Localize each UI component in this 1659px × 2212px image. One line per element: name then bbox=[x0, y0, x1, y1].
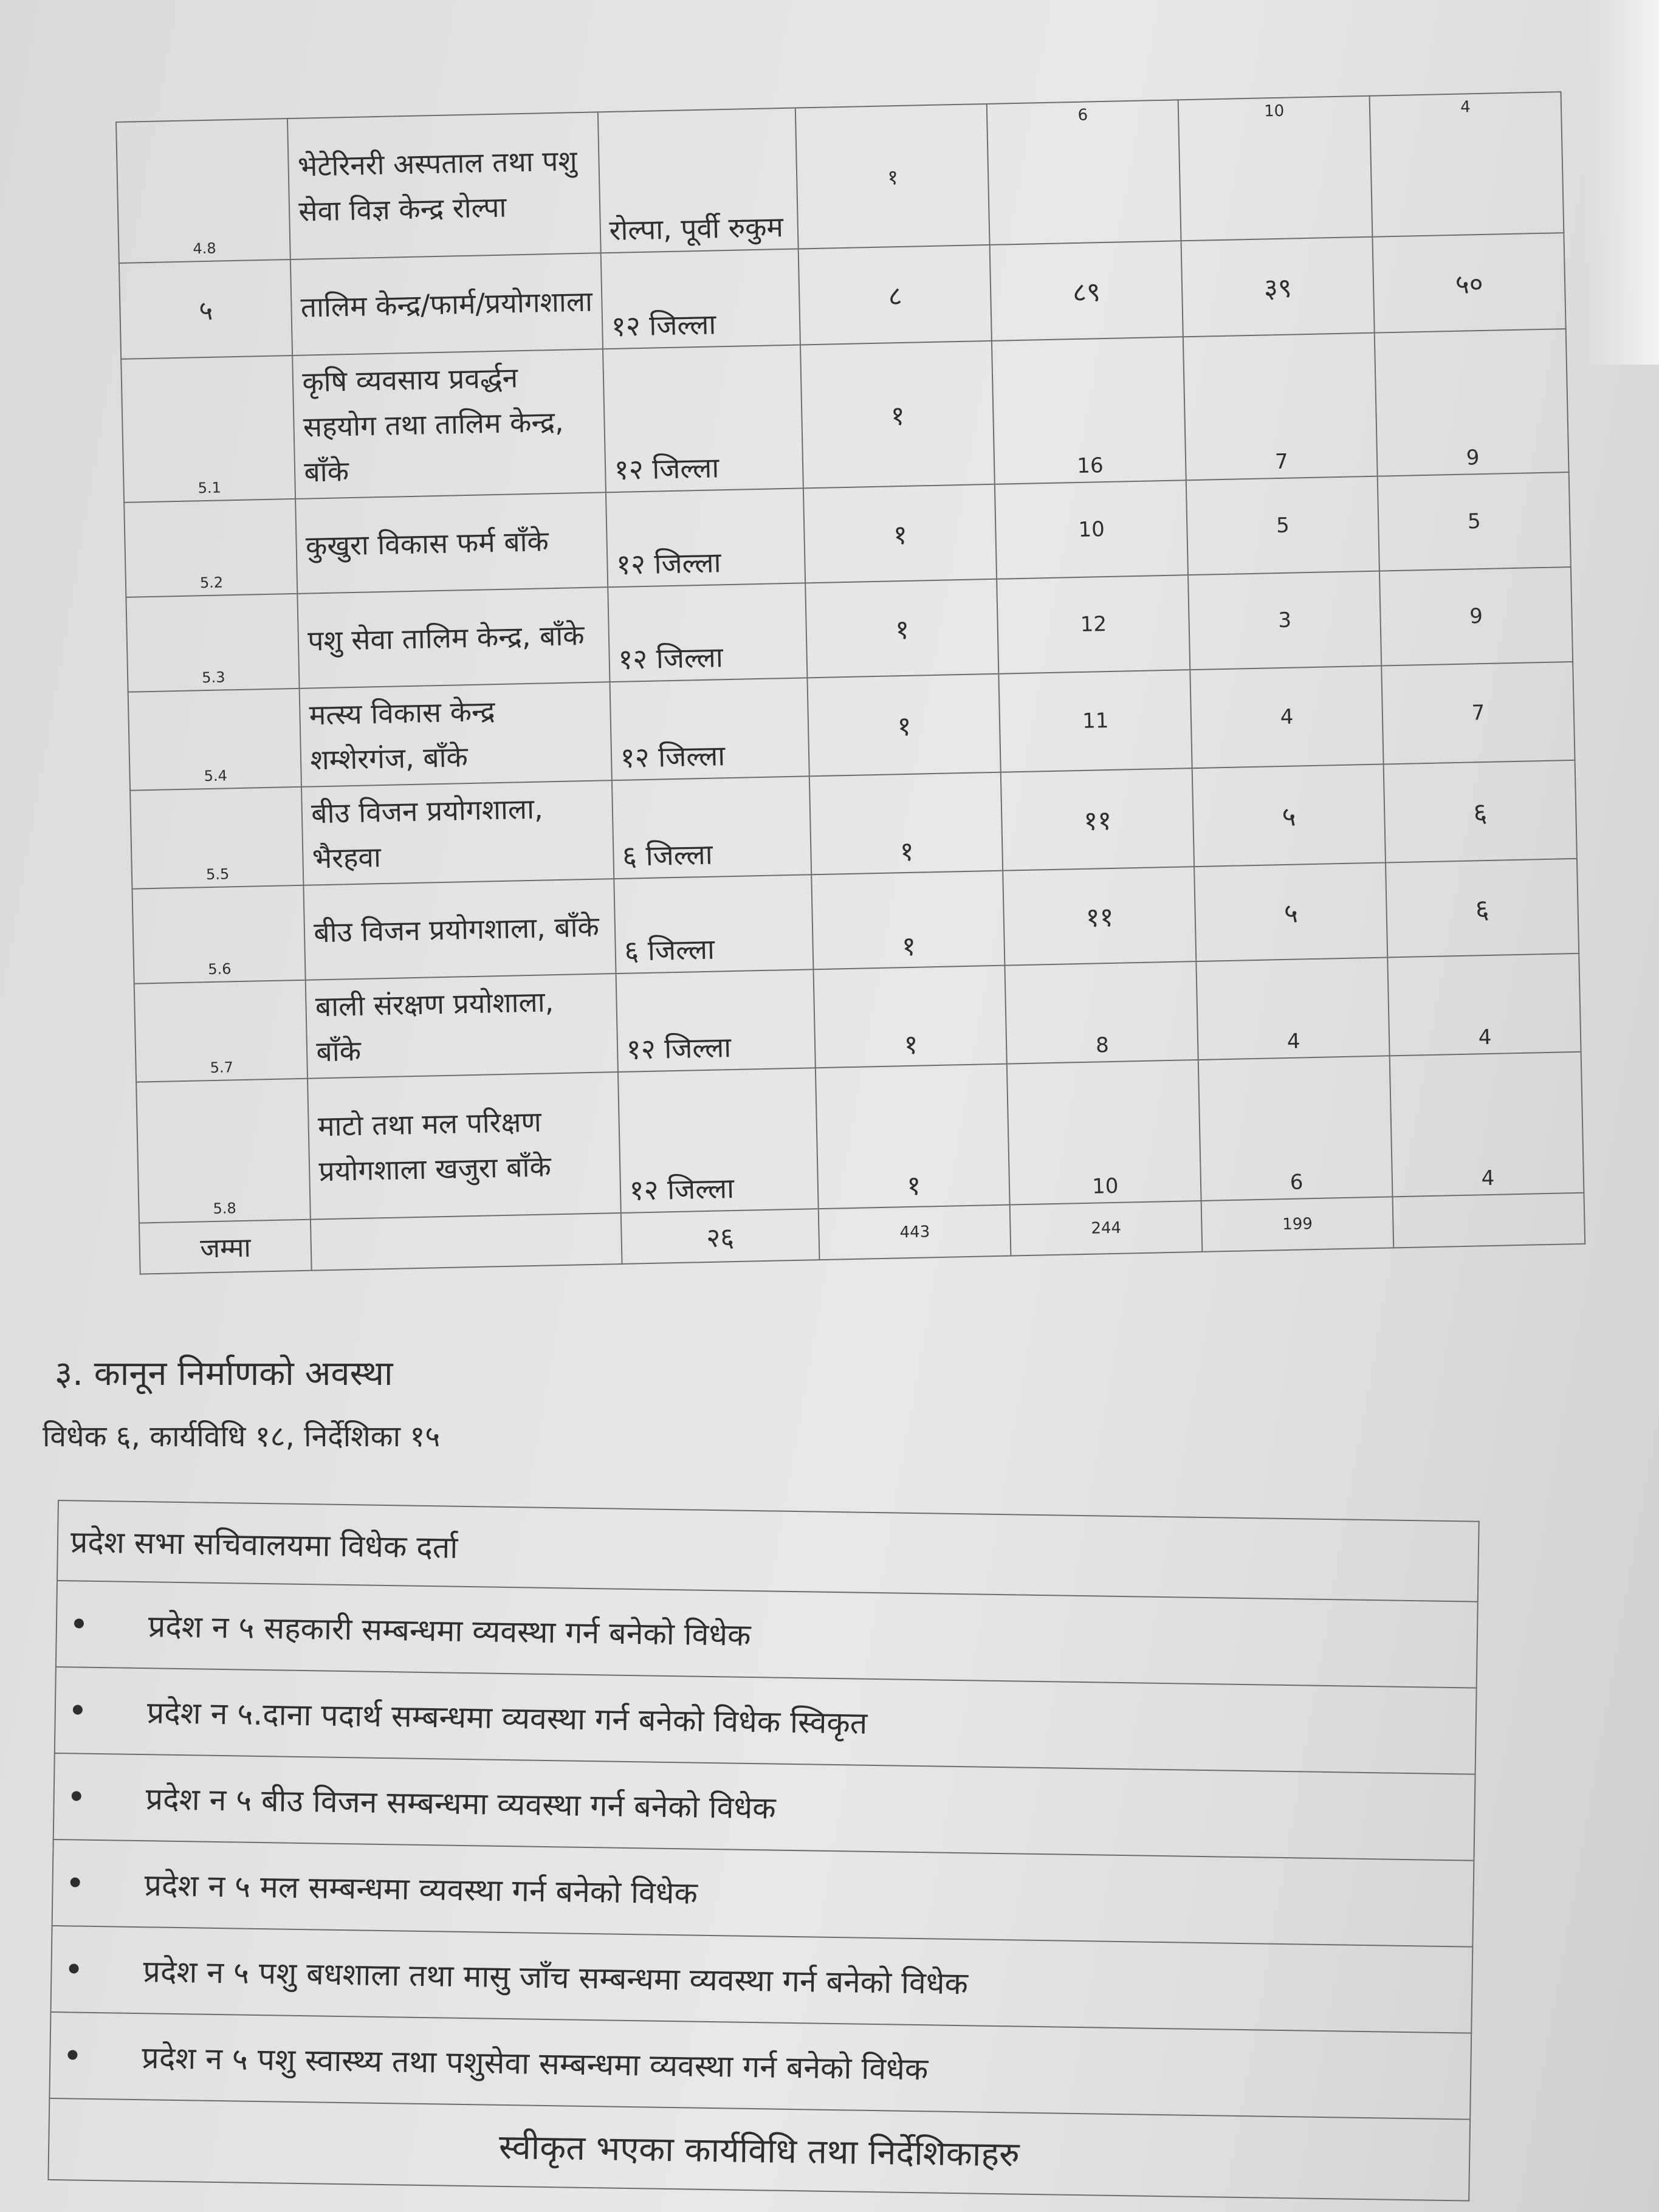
row-count-2: ११ bbox=[1003, 867, 1196, 966]
row-area: १२ जिल्ला bbox=[618, 1068, 819, 1213]
row-serial: ५ bbox=[119, 259, 293, 359]
bullet-icon bbox=[69, 1963, 78, 1973]
row-name: पशु सेवा तालिम केन्द्र, बाँके bbox=[298, 587, 610, 689]
bills-table bbox=[47, 1500, 1479, 2202]
bullet-icon bbox=[74, 1618, 84, 1628]
row-name: बीउ विजन प्रयोगशाला, बाँके bbox=[304, 879, 616, 980]
row-name: बाली संरक्षण प्रयोशाला, बाँके bbox=[306, 974, 618, 1079]
row-count-3: ५ bbox=[1194, 862, 1387, 961]
bills-header: प्रदेश सभा सचिवालयमा विधेक दर्ता bbox=[57, 1500, 1479, 1602]
row-count-1: १ bbox=[812, 871, 1005, 970]
total-name-cell bbox=[311, 1213, 622, 1271]
bullet-icon bbox=[73, 1705, 83, 1714]
row-serial: 5.7 bbox=[134, 980, 308, 1082]
row-count-4: ५० bbox=[1373, 233, 1566, 333]
row-area: १२ जिल्ला bbox=[616, 969, 816, 1072]
row-count-2: ११ bbox=[1001, 768, 1194, 871]
row-count-3: 7 bbox=[1183, 333, 1378, 481]
row-area: १२ जिल्ला bbox=[610, 678, 809, 780]
row-serial: 5.5 bbox=[130, 787, 304, 889]
total-label: जम्मा bbox=[139, 1220, 312, 1274]
row-name: मत्स्य विकास केन्द्र शम्शेरगंज, बाँके bbox=[300, 682, 612, 787]
row-name: माटो तथा मल परिक्षण प्रयोगशाला खजुरा बाँके bbox=[307, 1072, 620, 1220]
row-name: बीउ विजन प्रयोगशाला, भैरहवा bbox=[301, 780, 614, 885]
row-count-2: 12 bbox=[997, 575, 1190, 674]
row-name: कृषि व्यवसाय प्रवर्द्धन सहयोग तथा तालिम केन्द्र, बाँके bbox=[292, 349, 605, 499]
bills-footer: स्वीकृत भएका कार्यविधि तथा निर्देशिकाहरु bbox=[48, 2098, 1470, 2201]
total-count-3: 199 bbox=[1201, 1197, 1394, 1252]
row-serial: 4.8 bbox=[116, 118, 290, 263]
row-count-4: 5 bbox=[1378, 472, 1571, 571]
row-count-1: १ bbox=[809, 772, 1003, 875]
row-count-4: 9 bbox=[1375, 329, 1569, 476]
row-count-1: ८ bbox=[799, 245, 992, 345]
row-count-2: 11 bbox=[999, 670, 1192, 772]
bill-text: प्रदेश न ५ पशु स्वास्थ्य तथा पशुसेवा सम्बन्धमा व्यवस्था गर्न बनेको विधेक bbox=[141, 2040, 929, 2087]
row-count-2: 6 bbox=[987, 100, 1181, 245]
row-area: १२ जिल्ला bbox=[606, 488, 806, 587]
row-count-2: 10 bbox=[1007, 1060, 1201, 1205]
row-area: ६ जिल्ला bbox=[614, 874, 814, 974]
row-count-1: १ bbox=[795, 104, 990, 249]
row-count-2: 8 bbox=[1005, 961, 1198, 1064]
bill-text: प्रदेश न ५ मल सम्बन्धमा व्यवस्था गर्न बनेको विधेक bbox=[144, 1867, 698, 1911]
row-name: तालिम केन्द्र/फार्म/प्रयोगशाला bbox=[290, 253, 603, 355]
row-count-1: १ bbox=[816, 1064, 1010, 1209]
row-count-2: ८९ bbox=[990, 241, 1183, 341]
row-count-1: १ bbox=[806, 579, 999, 678]
row-count-1: १ bbox=[803, 484, 997, 583]
row-count-3: 5 bbox=[1186, 476, 1379, 575]
row-count-3: ३९ bbox=[1181, 237, 1375, 337]
bill-text: प्रदेश न ५.दाना पदार्थ सम्बन्धमा व्यवस्था गर्न बनेको विधेक स्विकृत bbox=[146, 1695, 868, 1741]
row-serial: 5.8 bbox=[136, 1079, 311, 1223]
row-count-4: ६ bbox=[1386, 859, 1579, 958]
row-area: रोल्पा, पूर्वी रुकुम bbox=[598, 108, 799, 253]
row-area: १२ जिल्ला bbox=[608, 583, 808, 682]
row-count-1: १ bbox=[800, 341, 995, 489]
row-serial: 5.3 bbox=[126, 594, 300, 692]
total-count-4 bbox=[1393, 1193, 1585, 1248]
row-serial: 5.2 bbox=[124, 499, 298, 597]
page-curl bbox=[1586, 0, 1659, 365]
section-heading: ३. कानून निर्माणको अवस्था bbox=[55, 1354, 393, 1393]
row-count-3: ५ bbox=[1192, 764, 1386, 867]
row-count-4: 4 bbox=[1390, 1052, 1584, 1197]
bill-text: प्रदेश न ५ बीउ विजन सम्बन्धमा व्यवस्था गर्न बनेको विधेक bbox=[145, 1781, 777, 1826]
row-count-4: 4 bbox=[1370, 92, 1564, 237]
row-name: कुखुरा विकास फर्म बाँके bbox=[295, 492, 607, 594]
row-count-4: 4 bbox=[1387, 953, 1581, 1056]
row-area: १२ जिल्ला bbox=[600, 249, 800, 349]
section-summary: विधेक ६, कार्यविधि १८, निर्देशिका १५ bbox=[43, 1420, 441, 1454]
row-count-4: ६ bbox=[1384, 760, 1577, 863]
row-count-1: १ bbox=[814, 966, 1007, 1068]
bill-text: प्रदेश न ५ पशु बधशाला तथा मासु जाँच सम्बन्धमा व्यवस्था गर्न बनेको विधेक bbox=[143, 1954, 969, 2002]
total-count-1: 443 bbox=[819, 1205, 1011, 1260]
row-count-3: 3 bbox=[1188, 571, 1381, 670]
row-count-1: १ bbox=[808, 674, 1001, 777]
bullet-icon bbox=[72, 1791, 81, 1801]
row-area: १२ जिल्ला bbox=[603, 345, 804, 492]
total-area: २६ bbox=[620, 1209, 819, 1264]
row-serial: 5.1 bbox=[121, 355, 295, 503]
bill-text: प्रदेश न ५ सहकारी सम्बन्धमा व्यवस्था गर्न बनेको विधेक bbox=[148, 1609, 751, 1653]
row-count-2: 16 bbox=[992, 337, 1186, 484]
row-name: भेटेरिनरी अस्पताल तथा पशु सेवा विज्ञ केन्द्र रोल्पा bbox=[287, 112, 600, 259]
institutions-table bbox=[115, 91, 1585, 1274]
row-count-2: 10 bbox=[995, 480, 1188, 579]
row-count-3: 6 bbox=[1198, 1056, 1393, 1201]
bullet-icon bbox=[67, 2050, 77, 2059]
total-count-2: 244 bbox=[1010, 1201, 1203, 1256]
row-count-3: 10 bbox=[1178, 96, 1373, 241]
row-area: ६ जिल्ला bbox=[612, 776, 812, 879]
row-serial: 5.4 bbox=[128, 689, 302, 791]
row-count-4: 7 bbox=[1381, 662, 1575, 764]
bullet-icon bbox=[70, 1877, 80, 1887]
row-count-3: 4 bbox=[1197, 957, 1390, 1060]
row-count-4: 9 bbox=[1379, 567, 1573, 666]
row-serial: 5.6 bbox=[132, 885, 306, 984]
row-count-3: 4 bbox=[1190, 666, 1383, 769]
